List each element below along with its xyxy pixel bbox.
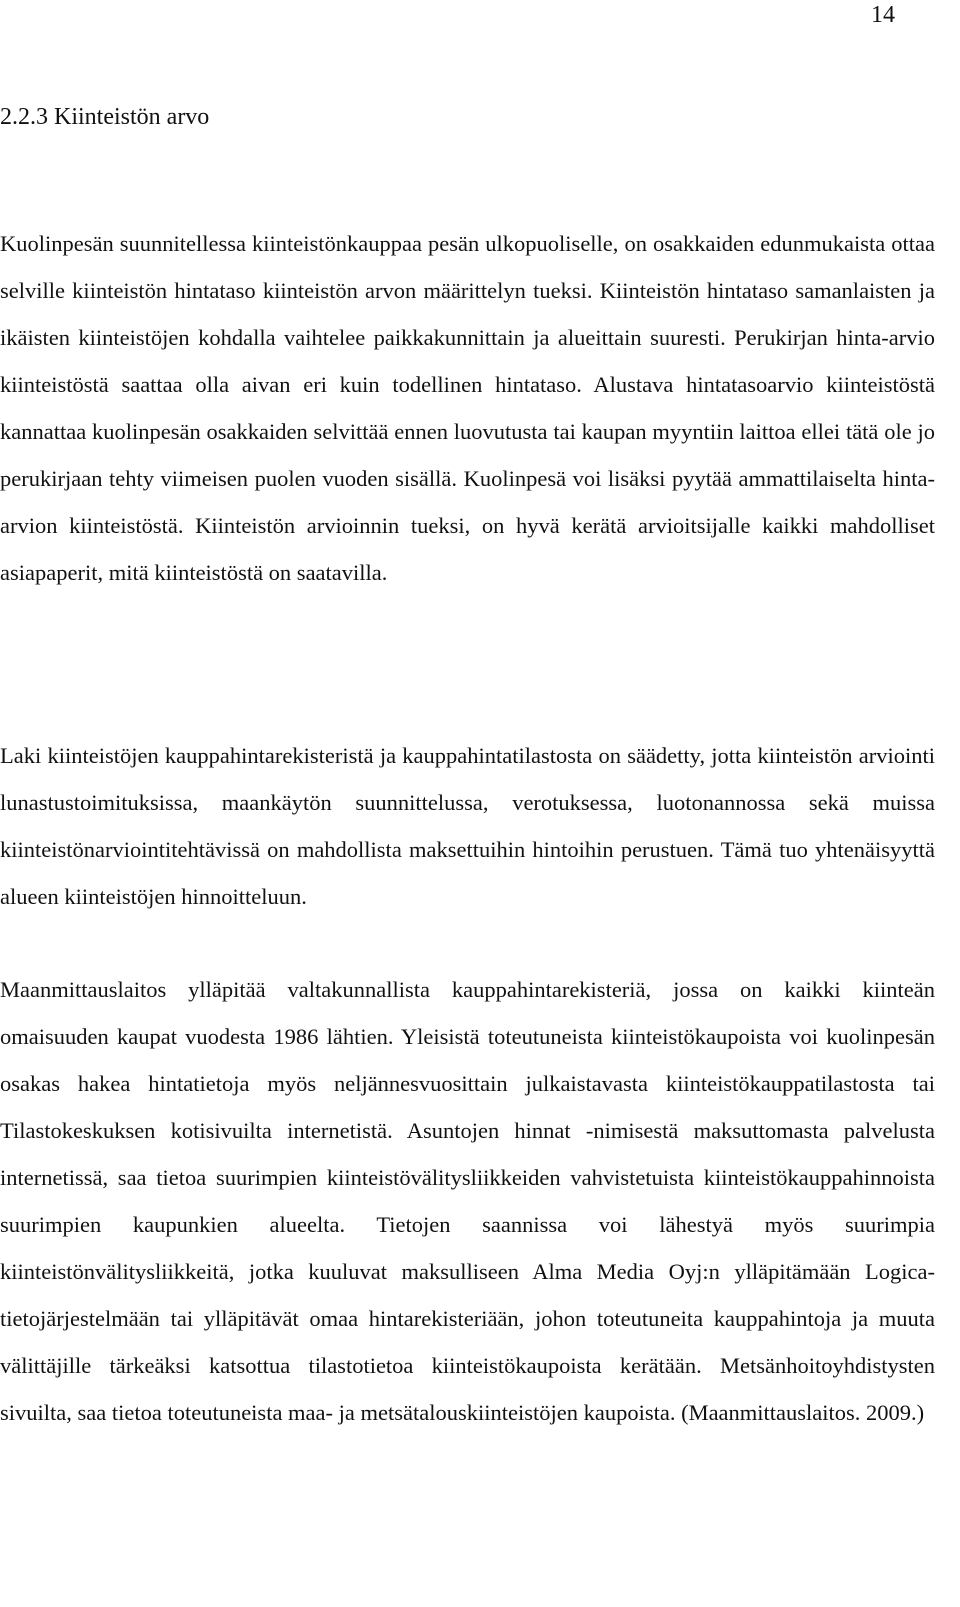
page-number: 14 (871, 2, 895, 28)
paragraph-land-survey-register: Maanmittauslaitos ylläpitää valtakunnallista kauppahintarekisteriä, jossa on kaikki kiinteän omaisuuden kaupat vuodesta 1986 lähtien. Yleisistä toteutuneista kiinteistökaupoista voi kuolinpesän osakas hakea hintatietoja myös neljännesvuosittain julkaistavasta kiinteistökauppatilastosta tai Tilastokeskuksen kotisivuilta internetistä. Asuntojen hinnat -nimisestä maksuttomasta palvelusta internetissä, saa tietoa suurimpien kiinteistövälitysliikkeiden vahvistetuista kiinteistökauppahinnoista suurimpien kaupunkien alueelta. Tietojen saannissa voi lähestyä myös suurimpia kiinteistönvälitysliikkeitä, jotka kuuluvat maksulliseen Alma Media Oyj:n ylläpitämään Logica- tietojärjestelmään tai ylläpitävät omaa hintarekisteriään, johon toteutuneita kauppahintoja ja muuta välittäjille tärkeäksi katsottua tilastotietoa kiinteistökaupoista kerätään. Metsänhoitoyhdistysten sivuilta, saa tietoa toteutuneista maa- ja metsätalouskiinteistöjen kaupoista. (Maanmittauslaitos. 2009.) (0, 977, 935, 1425)
section-heading: 2.2.3 Kiinteistön arvo (0, 104, 210, 130)
paragraph-price-register-law: Laki kiinteistöjen kauppahintarekisteristä ja kauppahintatilastosta on säädetty, jotta kiinteistön arviointi lunastustoimituksissa, maankäytön suunnittelussa, verotuksessa, luotonannossa sekä muissa kiinteistönarviointitehtävissä on mahdollista maksettuihin hintoihin perustuen. Tämä tuo yhtenäisyyttä alueen kiinteistöjen hinnoitteluun. (0, 743, 935, 909)
paragraph-property-value: Kuolinpesän suunnitellessa kiinteistönkauppaa pesän ulkopuoliselle, on osakkaiden edunmukaista ottaa selville kiinteistön hintataso kiinteistön arvon määrittelyn tueksi. Kiinteistön hintataso samanlaisten ja ikäisten kiinteistöjen kohdalla vaihtelee paikkakunnittain ja alueittain suuresti. Perukirjan hinta-arvio kiinteistöstä saattaa olla aivan eri kuin todellinen hintataso. Alustava hintatasoarvio kiinteistöstä kannattaa kuolinpesän osakkaiden selvittää ennen luovutusta tai kaupan myyntiin laittoa ellei tätä ole jo perukirjaan tehty viimeisen puolen vuoden sisällä. Kuolinpesä voi lisäksi pyytää ammattilaiselta hinta-arvion kiinteistöstä. Kiinteistön arvioinnin tueksi, on hyvä kerätä arvioitsijalle kaikki mahdolliset asiapaperit, mitä kiinteistöstä on saatavilla. (0, 231, 935, 585)
